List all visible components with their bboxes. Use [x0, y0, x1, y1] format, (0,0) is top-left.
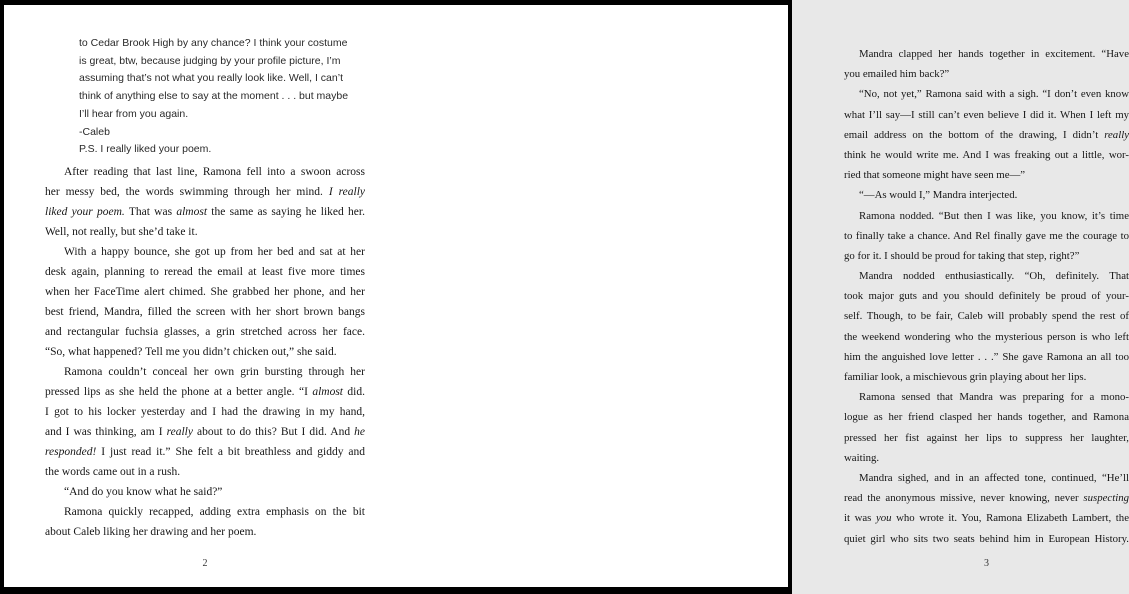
letter-line: P.S. I really liked your poem.	[79, 143, 212, 156]
text-line: logue as her friend clasped her hands together, and Ramona	[844, 411, 1129, 424]
text-line: him the anguished love letter . . .” She gave Ramona an all too	[844, 350, 1129, 363]
text-line: “—As would I,” Mandra interjected.	[859, 189, 1018, 202]
text-line: Ramona quickly recapped, adding extra emphasis on the bit	[64, 506, 365, 518]
text-line: about Caleb liking her drawing and her poem.	[45, 526, 257, 538]
paragraph	[844, 206, 1129, 267]
page-left	[4, 5, 396, 587]
paragraph	[844, 44, 1129, 84]
page-number-left: 2	[202, 558, 208, 569]
text-line: quiet girl who sits two seats behind him in European History.	[844, 532, 1129, 545]
text-line: Ramona sensed that Mandra was preparing for a mono-	[859, 391, 1129, 404]
text-line: Well, not really, but she’d take it.	[45, 226, 198, 238]
paragraph	[45, 482, 365, 502]
text-line: I got to his locker yesterday and I had the drawing in my hand,	[45, 406, 365, 418]
text-line: Mandra sighed, and in an affected tone, continued, “He’ll	[859, 471, 1129, 484]
text-line: Ramona nodded. “But then I was like, you know, it’s time	[859, 209, 1129, 222]
text-line: think he would write me. And I was freaking out a little, wor-	[844, 148, 1129, 161]
text-line: the words came out in a rush.	[45, 466, 181, 478]
text-line: self. Though, to be fair, Caleb will probably spend the rest of	[844, 310, 1129, 323]
letter-line: to Cedar Brook High by any chance? I think your costume	[79, 37, 348, 49]
text-line: it was you who wrote it. You, Ramona Elizabeth Lambert, the	[844, 512, 1129, 525]
page-number-right: 3	[984, 558, 989, 569]
text-line: familiar look, a mischievous grin playing about her lips.	[844, 371, 1087, 383]
text-line: go for it. I should be proud for taking that step, right?”	[844, 249, 1080, 262]
text-line: read the anonymous missive, never knowing, never suspecting	[844, 492, 1129, 505]
text-line: “And do you know what he said?”	[64, 486, 223, 498]
letter-line: is great, btw, because judging by your profile picture, I’m	[79, 54, 341, 67]
text-line: ried that someone might have seen me—”	[844, 169, 1026, 182]
text-line: liked your poem. That was almost the same as saying he liked her.	[45, 206, 365, 218]
text-line: best friend, Mandra, filled the screen with her short brown bangs	[45, 306, 365, 318]
text-line: to finally take a chance. And Rel finally gave me the courage to	[844, 229, 1129, 242]
text-line: pressed lips as she held the phone at a better angle. “I almost did.	[45, 386, 365, 398]
letter-line: I’ll hear from you again.	[79, 107, 189, 120]
letter-line: think of anything else to say at the moment . . . but maybe	[79, 90, 349, 103]
paragraph	[45, 162, 365, 242]
page-left-body	[45, 162, 365, 542]
paragraph	[844, 468, 1129, 549]
text-line: her messy bed, the words swimming through her mind. I really	[45, 186, 366, 198]
book-pages-paper	[4, 5, 1129, 587]
letter-line: -Caleb	[79, 125, 110, 138]
text-line: what I’ll say—I still can’t even believe I did it. When I left my	[844, 108, 1129, 121]
page-right-body	[844, 44, 1129, 549]
text-line: and I was thinking, am I really about to do this? But I did. And he	[45, 426, 365, 438]
text-line: Mandra clapped her hands together in excitement. “Have	[859, 48, 1129, 60]
page-right	[396, 5, 1129, 587]
paragraph	[45, 502, 365, 542]
paragraph	[844, 266, 1129, 387]
paragraph	[45, 242, 365, 362]
paragraph	[844, 185, 1129, 205]
text-line: “No, not yet,” Ramona said with a sigh. “I don’t even know	[859, 88, 1129, 101]
letter-excerpt	[79, 35, 349, 159]
text-line: Ramona couldn’t conceal her own grin bursting through her	[64, 366, 365, 378]
paragraph	[844, 84, 1129, 185]
text-line: desk again, planning to reread the email at least five more times	[45, 266, 365, 278]
text-line: the weekend wondering who the mysterious person is who left	[844, 330, 1129, 343]
letter-line: assuming that’s not what you really look like. Well, I can’t	[79, 72, 343, 85]
text-line: After reading that last line, Ramona fell into a swoon across	[64, 166, 365, 178]
text-line: Mandra nodded enthusiastically. “Oh, definitely. That	[859, 270, 1129, 283]
paragraph	[844, 387, 1129, 468]
text-line: you emailed him back?”	[844, 68, 950, 81]
text-line: waiting.	[844, 451, 880, 464]
text-line: took major guts and you should definitely be proud of your-	[844, 290, 1129, 303]
text-line: when her FaceTime alert chimed. She grabbed her phone, and her	[45, 286, 365, 298]
text-line: With a happy bounce, she got up from her bed and sat at her	[64, 246, 365, 258]
text-line: pressed her fist against her lips to suppress her laughter,	[844, 431, 1129, 444]
text-line: and rectangular fuchsia glasses, a grin stretched across her face.	[45, 326, 365, 338]
paragraph	[45, 362, 365, 482]
text-line: “So, what happened? Tell me you didn’t chicken out,” she said.	[45, 346, 337, 358]
text-line: email address on the bottom of the drawing, I didn’t really	[844, 128, 1129, 141]
text-line: responded! I just read it.” She felt a bit breathless and giddy and	[45, 446, 365, 458]
